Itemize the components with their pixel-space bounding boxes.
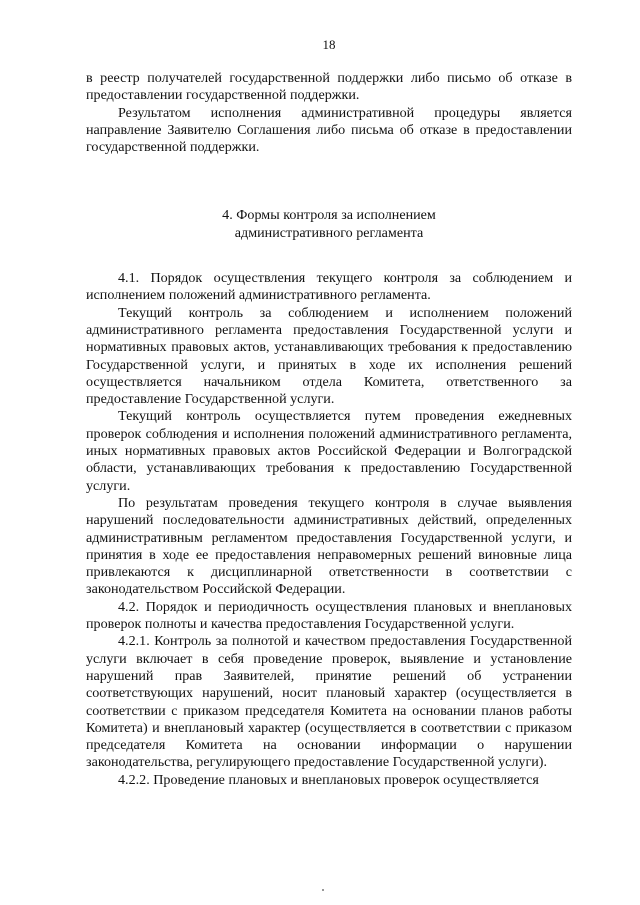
section-title-line-1: 4. Формы контроля за исполнением [222, 207, 436, 224]
page-number: 18 [322, 37, 336, 52]
paragraph-daily-checks: Текущий контроль осуществляется путем проведения ежедневных проверок соблюдения и исполнения положений административного регламента, иных нормативных правовых актов Российской Федерации и Волгоградской области, устанавливающих требования к предоставлению Государственной услуги. [86, 408, 572, 494]
paragraph-4-2-1: 4.2.1. Контроль за полнотой и качеством предоставления Государственной услуги включает в себя проведение проверок, выявление и установление нарушений прав Заявителей, принятие решений об устранении соответствующих нарушений, носит плановый характер (осуществляется в соответствии с приказом председателя Комитета на основании планов работы Комитета) и внеплановый характер (осуществляется в соответствии с приказом председателя Комитета на основании информации о нарушении законодательства, регулирующего предоставление Государственной услуги). [86, 633, 572, 771]
section-title-line-2: административного регламента [234, 224, 424, 241]
scan-mark [322, 889, 324, 891]
intro-paragraph-1: в реестр получателей государственной поддержки либо письмо об отказе в предоставлении государственной поддержки. [86, 70, 572, 104]
paragraph-current-control: Текущий контроль за соблюдением и исполнением положений административного регламента предоставления Государственной услуги и нормативных правовых актов, устанавливающих требования к предоставлению Государственной услуги, и принятых в ходе их исполнения решений осуществляется начальником отдела Комитета, ответственного за предоставление Государственной услуги. [86, 304, 572, 408]
paragraph-4-2: 4.2. Порядок и периодичность осуществления плановых и внеплановых проверок полноты и качества предоставления Государственной услуги. [86, 598, 572, 633]
paragraph-4-2-2: 4.2.2. Проведение плановых и внеплановых проверок осуществляется [118, 771, 539, 788]
paragraph-control-results: По результатам проведения текущего контроля в случае выявления нарушений последовательности административных действий, определенных административным регламентом предоставления Государственной услуги, и принятия в ходе ее предоставления неправомерных решений виновные лица привлекаются к дисциплинарной ответственности в соответствии с законодательством Российской Федерации. [86, 494, 572, 598]
intro-paragraph-2: Результатом исполнения административной процедуры является направление Заявителю Соглашения либо письма об отказе в предоставлении государственной поддержки. [86, 104, 572, 156]
section-title [86, 207, 572, 242]
paragraph-4-1: 4.1. Порядок осуществления текущего контроля за соблюдением и исполнением положений административного регламента. [86, 270, 572, 304]
